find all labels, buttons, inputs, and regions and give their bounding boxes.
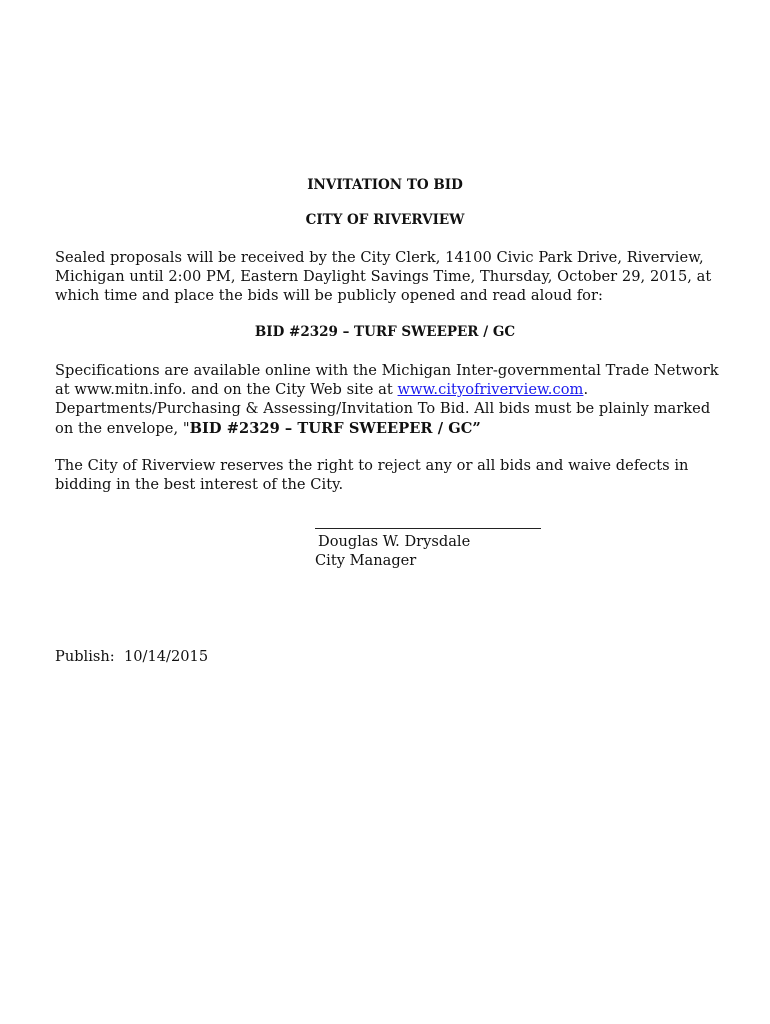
reserve-line: bidding in the best interest of the City. bbox=[55, 476, 344, 494]
bid-heading: BID #2329 – TURF SWEEPER / GC bbox=[254, 324, 516, 340]
reservation-paragraph bbox=[55, 456, 735, 494]
specs-text: at www.mitn.info. and on the City Web site at bbox=[55, 381, 398, 399]
specs-line: Departments/Purchasing & Assessing/Invitation To Bid. All bids must be plainly marked bbox=[55, 400, 711, 418]
specs-line bbox=[55, 380, 735, 399]
signatory-name: Douglas W. Drysdale bbox=[318, 533, 471, 550]
specs-line: Specifications are available online with the Michigan Inter-governmental Trade Network bbox=[55, 362, 719, 379]
intro-line: Michigan until 2:00 PM, Eastern Daylight Savings Time, Thursday, October 29, 2015, at bbox=[55, 268, 712, 286]
specs-line bbox=[55, 419, 735, 438]
intro-paragraph bbox=[55, 248, 735, 306]
signatory-title: City Manager bbox=[315, 552, 417, 569]
publish-label: Publish: bbox=[55, 648, 115, 665]
specifications-paragraph bbox=[55, 361, 735, 438]
specs-text: . bbox=[583, 381, 589, 399]
intro-line: which time and place the bids will be publicly opened and read aloud for: bbox=[55, 287, 603, 305]
city-website-link[interactable]: www.cityofriverview.com bbox=[397, 381, 584, 399]
reserve-line: The City of Riverview reserves the right to reject any or all bids and waive defects in bbox=[55, 457, 689, 474]
signature-line bbox=[315, 528, 541, 529]
envelope-marking: BID #2329 – TURF SWEEPER / GC” bbox=[189, 419, 481, 437]
specs-text: on the envelope, " bbox=[55, 419, 190, 437]
document-title: INVITATION TO BID bbox=[307, 177, 463, 193]
intro-line: Sealed proposals will be received by the City Clerk, 14100 Civic Park Drive, Riverview, bbox=[55, 249, 704, 266]
city-heading: CITY OF RIVERVIEW bbox=[305, 212, 465, 228]
publish-line bbox=[55, 647, 208, 666]
publish-date: 10/14/2015 bbox=[123, 648, 209, 665]
